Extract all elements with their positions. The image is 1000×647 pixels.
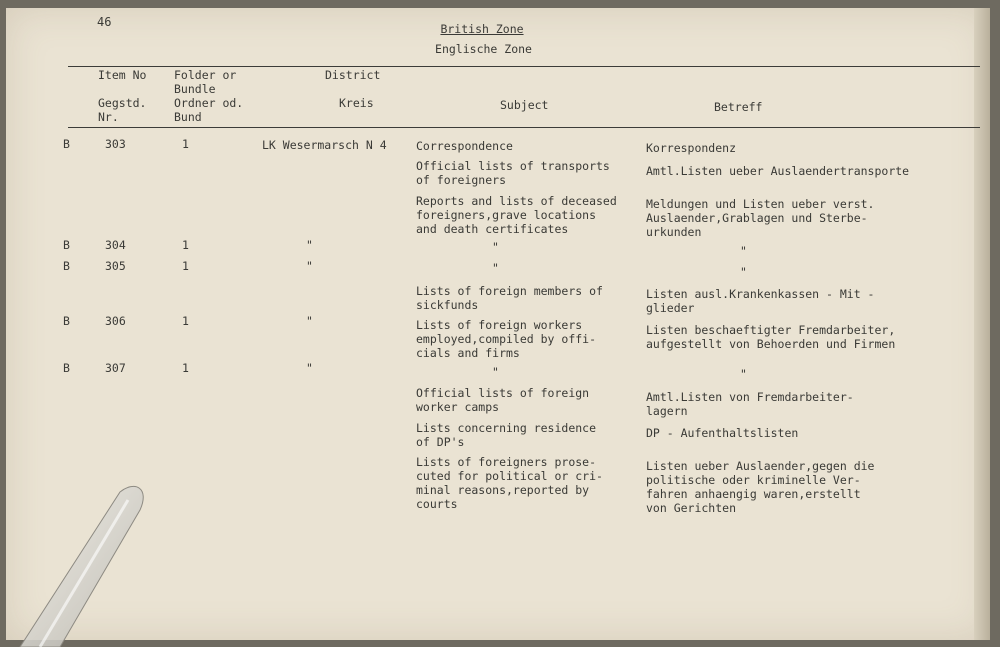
- row-betreff: DP - Aufenthaltslisten: [646, 426, 799, 440]
- row-series: B: [63, 361, 70, 375]
- header-bund: Bund: [174, 110, 202, 124]
- row-subject-ditto: ": [492, 261, 499, 275]
- row-betreff-ditto: ": [740, 265, 747, 279]
- row-item-number: 306: [105, 314, 126, 328]
- row-subject: Reports and lists of deceased foreigners,grave locations and death certificates: [416, 194, 617, 236]
- book-spine: [974, 8, 990, 640]
- row-subject: Official lists of transports of foreigners: [416, 159, 610, 187]
- tweezers-image: [0, 480, 160, 647]
- row-subject: Lists of foreign workers employed,compiled by offi- cials and firms: [416, 318, 597, 360]
- row-district-ditto: ": [306, 238, 313, 252]
- page-number: 46: [97, 15, 112, 29]
- row-item-number: 305: [105, 259, 126, 273]
- row-subject: Official lists of foreign worker camps: [416, 386, 590, 414]
- header-kreis: Kreis: [339, 96, 374, 110]
- row-betreff: Korrespondenz: [646, 141, 737, 155]
- row-district: LK Wesermarsch N 4: [262, 138, 387, 152]
- zone-title-english: British Zone: [440, 22, 524, 36]
- row-betreff-ditto: ": [740, 367, 747, 381]
- row-series: B: [63, 314, 70, 328]
- row-district-ditto: ": [306, 259, 313, 273]
- row-folder: 1: [182, 259, 189, 273]
- header-bottom-rule: [68, 127, 980, 128]
- row-district-ditto: ": [306, 314, 313, 328]
- zone-title-german: Englische Zone: [435, 42, 532, 56]
- row-item-number: 307: [105, 361, 126, 375]
- row-betreff: Meldungen und Listen ueber verst. Auslaender,Grablagen und Sterbe- urkunden: [646, 197, 875, 239]
- row-item-number: 304: [105, 238, 126, 252]
- header-bundle: Bundle: [174, 82, 216, 96]
- row-betreff: Listen ueber Auslaender,gegen die politische oder kriminelle Ver- fahren anhaengig waren,erstellt von Gerichten: [646, 459, 875, 515]
- row-betreff: Amtl.Listen von Fremdarbeiter- lagern: [646, 390, 854, 418]
- row-district-ditto: ": [306, 361, 313, 375]
- header-district: District: [325, 68, 381, 82]
- row-folder: 1: [182, 137, 189, 151]
- header-item-no: Item No: [98, 68, 147, 82]
- row-series: B: [63, 259, 70, 273]
- header-folder: Folder or: [174, 68, 237, 82]
- header-nr: Nr.: [98, 110, 119, 124]
- row-betreff: Listen beschaeftigter Fremdarbeiter, aufgestellt von Behoerden und Firmen: [646, 323, 896, 351]
- row-subject: Lists of foreigners prose- cuted for political or cri- minal reasons,reported by courts: [416, 455, 603, 511]
- row-subject-ditto: ": [492, 365, 499, 379]
- row-subject: Lists of foreign members of sickfunds: [416, 284, 603, 312]
- row-subject-ditto: ": [492, 240, 499, 254]
- row-subject: Correspondence: [416, 139, 513, 153]
- row-folder: 1: [182, 314, 189, 328]
- header-betreff: Betreff: [714, 100, 763, 114]
- row-item-number: 303: [105, 137, 126, 151]
- header-top-rule: [68, 66, 980, 67]
- row-series: B: [63, 238, 70, 252]
- row-betreff-ditto: ": [740, 244, 747, 258]
- header-ordner: Ordner od.: [174, 96, 244, 110]
- row-folder: 1: [182, 238, 189, 252]
- row-folder: 1: [182, 361, 189, 375]
- row-betreff: Listen ausl.Krankenkassen - Mit - glieder: [646, 287, 875, 315]
- row-subject: Lists concerning residence of DP's: [416, 421, 597, 449]
- header-subject: Subject: [500, 98, 549, 112]
- row-series: B: [63, 137, 70, 151]
- row-betreff: Amtl.Listen ueber Auslaendertransporte: [646, 164, 910, 178]
- header-gegstd: Gegstd.: [98, 96, 147, 110]
